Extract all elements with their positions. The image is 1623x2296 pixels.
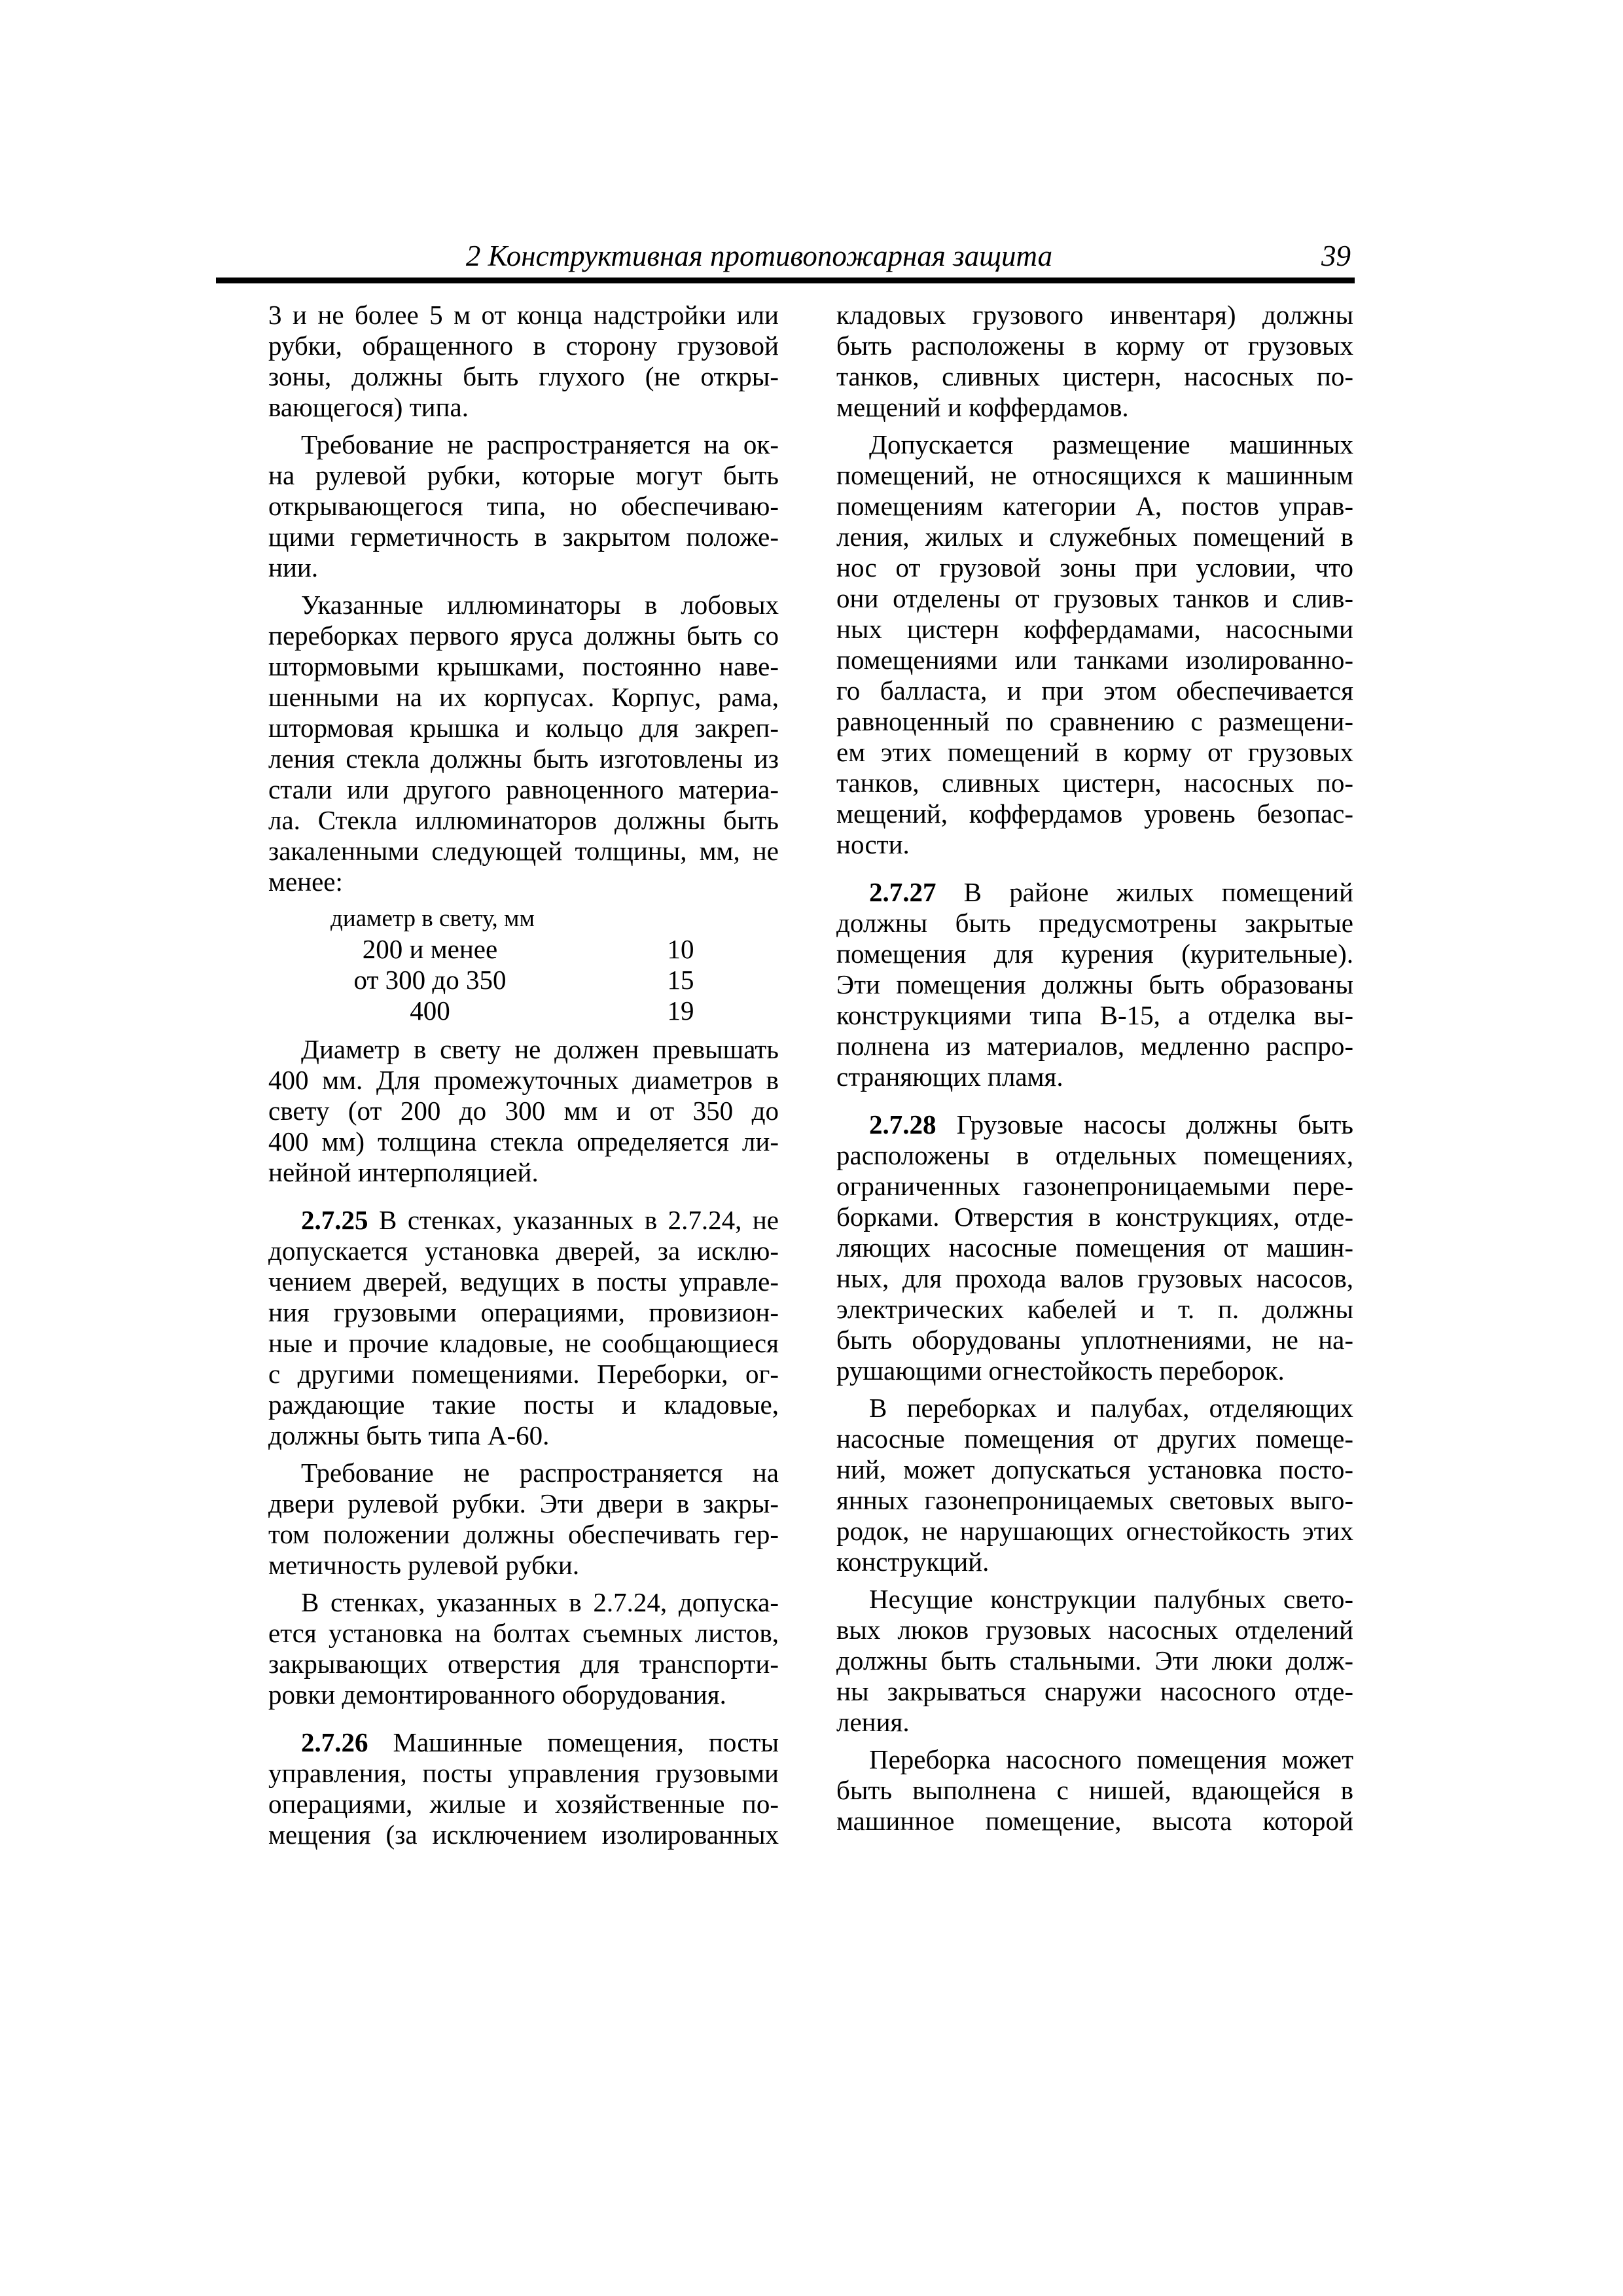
text-line: штормовая крышка и кольцо для закреп-	[268, 713, 779, 743]
text-line: го балласта, и при этом обеспечивается	[836, 675, 1353, 706]
text-line: танков, сливных цистерн, насосных по-	[836, 361, 1353, 391]
text-line: операциями, жилые и хозяйственные по-	[268, 1789, 779, 1819]
text-line: закрывающих отверстия для транспорти-	[268, 1649, 779, 1679]
text-line: ется установка на болтах съемных листов,	[268, 1618, 779, 1648]
text-line: штормовыми крышками, постоянно наве-	[268, 651, 779, 681]
text-line: 2.7.27 В районе жилых помещений	[869, 877, 1353, 907]
left-column	[268, 300, 779, 1850]
text-line: 3 и не более 5 м от конца надстройки или	[268, 300, 779, 330]
text-line: ления, жилых и служебных помещений в	[836, 522, 1353, 552]
text-line: метичность рулевой рубки.	[268, 1550, 580, 1580]
table-row	[268, 934, 779, 965]
text-line: зоны, должны быть глухого (не откры-	[268, 361, 779, 391]
text-line: мещений и коффердамов.	[836, 392, 1129, 422]
text-line: должны быть типа А-60.	[268, 1420, 550, 1450]
text-line: раждающие такие посты и кладовые,	[268, 1390, 779, 1420]
text-line: менее:	[268, 867, 343, 897]
text-line: ла. Стекла иллюминаторов должны быть	[268, 805, 779, 835]
text-line: В стенках, указанных в 2.7.24, допуска-	[301, 1587, 779, 1617]
table-caption: диаметр в свету, мм	[330, 905, 535, 932]
text-line: ных цистерн коффердамами, насосными	[836, 614, 1353, 644]
text-line: на рулевой рубки, которые могут быть	[268, 460, 779, 490]
text-line: стали или другого равноценного материа-	[268, 774, 779, 804]
thickness-cell: 15	[667, 965, 694, 995]
text-line: помещения для курения (курительные).	[836, 939, 1353, 969]
paragraph	[836, 1584, 1353, 1738]
text-line: шенными на их корпусах. Корпус, рама,	[268, 682, 779, 712]
text-line: Переборка насосного помещения может	[869, 1744, 1353, 1774]
text-line: ные и прочие кладовые, не сообщающиеся	[268, 1328, 779, 1358]
text-line: танков, сливных цистерн, насосных по-	[836, 768, 1353, 798]
text-line: рушающими огнестойкость переборок.	[836, 1355, 1285, 1386]
text-line: том положении должны обеспечивать гер-	[268, 1519, 779, 1549]
text-line: помещениями или танками изолированно-	[836, 645, 1353, 675]
diameter-cell: 200 и менее	[362, 934, 498, 964]
text-line: должны быть предусмотрены закрытые	[836, 908, 1353, 938]
text-line: ния грузовыми операциями, провизион-	[268, 1297, 779, 1327]
text-line: вых люков грузовых насосных отделений	[836, 1615, 1353, 1645]
text-line: ления.	[836, 1707, 910, 1737]
paragraph	[268, 1458, 779, 1581]
text-line: с другими помещениями. Переборки, ог-	[268, 1359, 779, 1389]
thickness-cell: 10	[667, 934, 694, 964]
diameter-cell: от 300 до 350	[353, 965, 507, 995]
paragraph	[268, 429, 779, 583]
text-line: мещений, коффердамов уровень безопас-	[836, 798, 1353, 829]
text-line: Несущие конструкции палубных свето-	[869, 1584, 1353, 1614]
text-line: вающегося) типа.	[268, 392, 469, 422]
paragraph	[268, 1205, 779, 1451]
text-line: 2.7.28 Грузовые насосы должны быть	[869, 1109, 1353, 1139]
text-line: ровки демонтированного оборудования.	[268, 1679, 726, 1710]
text-line: 400 мм. Для промежуточных диаметров в	[268, 1065, 779, 1095]
text-line: быть оборудованы уплотнениями, не на-	[836, 1325, 1353, 1355]
page-header	[216, 237, 1355, 276]
paragraph	[268, 1587, 779, 1710]
text-line: они отделены от грузовых танков и слив-	[836, 583, 1353, 613]
text-line: равноценный по сравнению с размещени-	[836, 706, 1353, 736]
text-line: Допускается размещение машинных	[869, 429, 1353, 459]
text-line: ем этих помещений в корму от грузовых	[836, 737, 1353, 767]
text-line: Эти помещения должны быть образованы	[836, 969, 1353, 999]
text-line: щими герметичность в закрытом положе-	[268, 522, 779, 552]
text-line: переборках первого яруса должны быть со	[268, 620, 779, 651]
paragraph	[268, 590, 779, 897]
chapter-title: 2 Конструктивная противопожарная защита	[465, 240, 1053, 272]
text-line: 400 мм) толщина стекла определяется ли-	[268, 1126, 779, 1157]
text-line: полнена из материалов, медленно распро-	[836, 1031, 1353, 1061]
paragraph	[836, 877, 1353, 1092]
paragraph	[268, 300, 779, 423]
text-line: чением дверей, ведущих в посты управле-	[268, 1266, 779, 1297]
text-line: электрических кабелей и т. п. должны	[836, 1294, 1353, 1324]
text-line: помещениям категории А, постов управ-	[836, 491, 1353, 521]
text-line: нии.	[268, 552, 319, 583]
text-line: В переборках и палубах, отделяющих	[869, 1393, 1353, 1423]
text-line: 2.7.25 В стенках, указанных в 2.7.24, не	[301, 1205, 779, 1235]
text-line: конструкциями типа В-15, а отделка вы-	[836, 1000, 1353, 1030]
paragraph	[836, 1109, 1353, 1386]
section-number: 2.7.26	[301, 1727, 368, 1757]
text-line: быть выполнена с нишей, вдающейся в	[836, 1775, 1353, 1805]
text-line: конструкций.	[836, 1547, 990, 1577]
header-rule	[216, 278, 1355, 283]
paragraph	[836, 300, 1353, 423]
glass-thickness-table	[268, 904, 779, 1026]
text-line: машинное помещение, высота которой	[836, 1806, 1353, 1836]
text-line: ления стекла должны быть изготовлены из	[268, 744, 779, 774]
text-line: страняющих пламя.	[836, 1062, 1063, 1092]
text-line: должны быть стальными. Эти люки долж-	[836, 1645, 1353, 1676]
table-row	[268, 965, 779, 996]
text-line: насосные помещения от других помеще-	[836, 1424, 1353, 1454]
text-line: открывающегося типа, но обеспечиваю-	[268, 491, 779, 521]
thickness-cell: 19	[667, 996, 694, 1026]
text-line: Требование не распространяется на ок-	[301, 429, 779, 459]
text-line: допускается установка дверей, за исклю-	[268, 1236, 779, 1266]
text-line: ных, для прохода валов грузовых насосов,	[836, 1263, 1353, 1293]
text-line: свету (от 200 до 300 мм и от 350 до	[268, 1096, 779, 1126]
text-line: родок, не нарушающих огнестойкость этих	[836, 1516, 1353, 1546]
text-line: расположены в отдельных помещениях,	[836, 1140, 1353, 1170]
section-number: 2.7.28	[869, 1109, 936, 1139]
text-line: быть расположены в корму от грузовых	[836, 331, 1353, 361]
text-line: управления, посты управления грузовыми	[268, 1758, 779, 1788]
text-line: ограниченных газонепроницаемыми пере-	[836, 1171, 1353, 1201]
text-line: Требование не распространяется на	[301, 1458, 779, 1488]
text-line: ний, может допускаться установка посто-	[836, 1454, 1353, 1484]
table-row	[268, 996, 779, 1026]
text-line: нейной интерполяцией.	[268, 1157, 539, 1187]
paragraph	[836, 429, 1353, 860]
text-line: рубки, обращенного в сторону грузовой	[268, 331, 779, 361]
text-line: ности.	[836, 829, 910, 859]
text-line: Диаметр в свету не должен превышать	[301, 1034, 779, 1064]
text-line: ляющих насосные помещения от машин-	[836, 1232, 1353, 1263]
text-line: нос от грузовой зоны при условии, что	[836, 552, 1353, 583]
section-number: 2.7.25	[301, 1205, 368, 1235]
right-column	[836, 300, 1353, 1837]
text-line: янных газонепроницаемых световых выго-	[836, 1485, 1353, 1515]
text-line: 2.7.26 Машинные помещения, посты	[301, 1727, 779, 1757]
text-line: Указанные иллюминаторы в лобовых	[301, 590, 779, 620]
text-line: двери рулевой рубки. Эти двери в закры-	[268, 1488, 779, 1518]
paragraph	[836, 1393, 1353, 1577]
text-line: помещений, не относящихся к машинным	[836, 460, 1353, 490]
text-line: мещения (за исключением изолированных	[268, 1820, 779, 1850]
section-number: 2.7.27	[869, 877, 936, 907]
paragraph	[268, 1034, 779, 1188]
text-line: борками. Отверстия в конструкциях, отде-	[836, 1202, 1353, 1232]
text-line: закаленными следующей толщины, мм, не	[268, 836, 779, 866]
paragraph	[836, 1744, 1353, 1837]
page-number: 39	[1321, 240, 1351, 272]
diameter-cell: 400	[410, 996, 450, 1026]
text-line: ны закрываться снаружи насосного отде-	[836, 1676, 1353, 1706]
text-line: кладовых грузового инвентаря) должны	[836, 300, 1353, 330]
paragraph	[268, 1727, 779, 1850]
